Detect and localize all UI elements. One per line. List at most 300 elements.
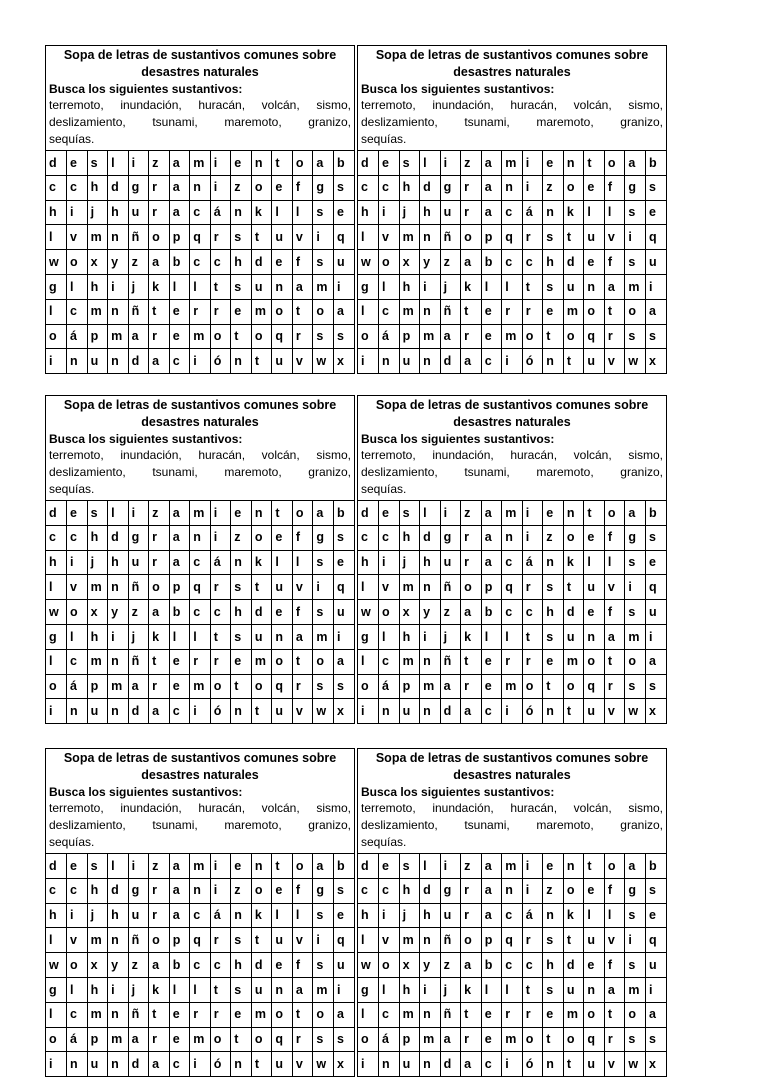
grid-cell: n bbox=[420, 699, 441, 723]
grid-cell: n bbox=[231, 550, 252, 575]
grid-cell: á bbox=[522, 550, 543, 575]
grid-cell: x bbox=[333, 699, 354, 723]
grid-cell: a bbox=[169, 525, 190, 550]
word-list-line-3: sequías. bbox=[361, 132, 407, 146]
grid-cell: l bbox=[604, 200, 625, 225]
grid-cell: x bbox=[399, 250, 420, 275]
title-line-1: Sopa de letras de sustantivos comunes sobre bbox=[63, 398, 337, 412]
grid-cell: b bbox=[333, 151, 354, 176]
grid-cell: e bbox=[543, 1002, 564, 1027]
grid-cell: r bbox=[190, 649, 211, 674]
grid-cell: s bbox=[313, 324, 334, 349]
word-list-line-2: deslizamiento, tsunami, maremoto, granizo, bbox=[361, 818, 663, 832]
grid-cell: v bbox=[67, 928, 88, 953]
grid-cell: u bbox=[333, 250, 354, 275]
instruction: Busca los siguientes sustantivos: bbox=[361, 432, 555, 446]
grid-cell: o bbox=[46, 324, 67, 349]
grid-cell: p bbox=[399, 324, 420, 349]
grid-cell: a bbox=[481, 525, 502, 550]
grid-row bbox=[358, 854, 666, 879]
grid-cell: e bbox=[379, 151, 400, 176]
grid-cell: g bbox=[46, 977, 67, 1002]
grid-cell: s bbox=[625, 953, 646, 978]
grid-cell: c bbox=[67, 649, 88, 674]
grid-cell: g bbox=[128, 878, 149, 903]
grid-cell: s bbox=[87, 501, 108, 526]
grid-row bbox=[46, 903, 354, 928]
grid-cell: d bbox=[420, 175, 441, 200]
grid-cell: f bbox=[292, 878, 313, 903]
grid-cell: e bbox=[272, 600, 293, 625]
grid-cell: e bbox=[584, 878, 605, 903]
grid-cell: a bbox=[128, 324, 149, 349]
title-line-1: Sopa de letras de sustantivos comunes sobre bbox=[63, 48, 337, 62]
grid-row bbox=[358, 525, 666, 550]
grid-cell: u bbox=[645, 250, 666, 275]
grid-cell: i bbox=[46, 349, 67, 373]
grid-cell: a bbox=[313, 854, 334, 879]
word-list bbox=[361, 800, 663, 851]
grid-cell: l bbox=[190, 977, 211, 1002]
grid-cell: s bbox=[313, 953, 334, 978]
grid-cell: u bbox=[128, 903, 149, 928]
grid-cell: l bbox=[584, 550, 605, 575]
grid-row bbox=[46, 324, 354, 349]
card-title bbox=[49, 750, 351, 784]
grid-cell: n bbox=[502, 878, 523, 903]
grid-cell: ñ bbox=[440, 928, 461, 953]
grid-row bbox=[358, 299, 666, 324]
grid-cell: t bbox=[543, 674, 564, 699]
grid-cell: a bbox=[292, 624, 313, 649]
grid-cell: r bbox=[210, 575, 231, 600]
grid-row bbox=[46, 1002, 354, 1027]
grid-cell: c bbox=[190, 953, 211, 978]
grid-cell: e bbox=[231, 1002, 252, 1027]
grid-cell: ñ bbox=[440, 225, 461, 250]
grid-cell: t bbox=[522, 977, 543, 1002]
grid-cell: m bbox=[399, 299, 420, 324]
grid-cell: n bbox=[420, 575, 441, 600]
grid-cell: m bbox=[420, 1027, 441, 1052]
grid-cell: n bbox=[251, 501, 272, 526]
grid-cell: j bbox=[87, 903, 108, 928]
grid-cell: v bbox=[604, 928, 625, 953]
grid-cell: t bbox=[543, 324, 564, 349]
grid-cell: o bbox=[584, 299, 605, 324]
grid-cell: e bbox=[481, 1002, 502, 1027]
grid-cell: ñ bbox=[440, 299, 461, 324]
grid-cell: t bbox=[251, 349, 272, 373]
grid-cell: y bbox=[420, 953, 441, 978]
grid-cell: u bbox=[440, 550, 461, 575]
grid-cell: t bbox=[461, 649, 482, 674]
grid-cell: v bbox=[67, 575, 88, 600]
grid-cell: f bbox=[292, 250, 313, 275]
grid-cell: n bbox=[108, 349, 129, 373]
grid-cell: t bbox=[461, 299, 482, 324]
grid-cell: c bbox=[210, 600, 231, 625]
grid-cell: n bbox=[272, 274, 293, 299]
grid-cell: m bbox=[313, 624, 334, 649]
grid-cell: n bbox=[543, 699, 564, 723]
grid-cell: e bbox=[481, 299, 502, 324]
grid-cell: s bbox=[333, 324, 354, 349]
grid-cell: á bbox=[67, 324, 88, 349]
grid-row bbox=[358, 600, 666, 625]
grid-cell: e bbox=[481, 674, 502, 699]
grid-cell: t bbox=[231, 674, 252, 699]
grid-cell: s bbox=[87, 854, 108, 879]
grid-cell: l bbox=[584, 200, 605, 225]
grid-cell: u bbox=[128, 200, 149, 225]
grid-cell: c bbox=[502, 250, 523, 275]
grid-cell: t bbox=[563, 225, 584, 250]
grid-cell: r bbox=[522, 649, 543, 674]
grid-cell: p bbox=[87, 674, 108, 699]
grid-cell: o bbox=[313, 299, 334, 324]
grid-row bbox=[358, 250, 666, 275]
grid-cell: t bbox=[210, 274, 231, 299]
grid-cell: t bbox=[563, 349, 584, 373]
title-line-1: Sopa de letras de sustantivos comunes sobre bbox=[375, 398, 649, 412]
grid-cell: s bbox=[625, 250, 646, 275]
instruction: Busca los siguientes sustantivos: bbox=[49, 785, 243, 799]
grid-cell: c bbox=[522, 953, 543, 978]
grid-row bbox=[358, 953, 666, 978]
grid-cell: a bbox=[645, 299, 666, 324]
instruction: Busca los siguientes sustantivos: bbox=[49, 82, 243, 96]
card-header bbox=[46, 749, 354, 853]
grid-cell: k bbox=[149, 977, 170, 1002]
grid-cell: l bbox=[358, 575, 379, 600]
grid-cell: u bbox=[645, 953, 666, 978]
grid-cell: i bbox=[522, 878, 543, 903]
grid-cell: t bbox=[251, 225, 272, 250]
grid-cell: n bbox=[231, 1052, 252, 1076]
word-list-line-1: terremoto, inundación, huracán, volcán, sismo, bbox=[361, 98, 663, 112]
grid-cell: a bbox=[461, 699, 482, 723]
grid-cell: h bbox=[87, 878, 108, 903]
grid-cell: h bbox=[87, 525, 108, 550]
grid-cell: d bbox=[128, 1052, 149, 1076]
grid-cell: j bbox=[440, 977, 461, 1002]
grid-cell: t bbox=[251, 575, 272, 600]
grid-cell: k bbox=[563, 550, 584, 575]
grid-cell: p bbox=[87, 324, 108, 349]
grid-cell: a bbox=[149, 953, 170, 978]
grid-cell: z bbox=[543, 175, 564, 200]
word-list-line-2: deslizamiento, tsunami, maremoto, granizo, bbox=[361, 465, 663, 479]
grid-cell: r bbox=[292, 674, 313, 699]
grid-cell: m bbox=[190, 501, 211, 526]
card-header bbox=[358, 749, 666, 853]
grid-cell: a bbox=[440, 324, 461, 349]
title-line-2: desastres naturales bbox=[141, 415, 259, 429]
grid-cell: l bbox=[292, 200, 313, 225]
grid-cell: g bbox=[46, 624, 67, 649]
grid-cell: á bbox=[379, 324, 400, 349]
grid-cell: i bbox=[420, 274, 441, 299]
grid-cell: h bbox=[231, 600, 252, 625]
grid-cell: e bbox=[169, 674, 190, 699]
grid-cell: t bbox=[522, 274, 543, 299]
grid-cell: n bbox=[379, 699, 400, 723]
grid-cell: s bbox=[313, 250, 334, 275]
grid-cell: o bbox=[272, 649, 293, 674]
grid-cell: r bbox=[149, 674, 170, 699]
grid-cell: t bbox=[272, 501, 293, 526]
title-line-1: Sopa de letras de sustantivos comunes sobre bbox=[63, 751, 337, 765]
grid-cell: n bbox=[502, 525, 523, 550]
grid-cell: i bbox=[46, 1052, 67, 1076]
grid-cell: c bbox=[169, 699, 190, 723]
grid-cell: e bbox=[231, 649, 252, 674]
grid-cell: v bbox=[604, 699, 625, 723]
grid-cell: n bbox=[190, 878, 211, 903]
grid-cell: o bbox=[522, 324, 543, 349]
grid-row bbox=[46, 854, 354, 879]
grid-cell: t bbox=[563, 928, 584, 953]
grid-cell: z bbox=[461, 854, 482, 879]
grid-cell: u bbox=[87, 1052, 108, 1076]
grid-row bbox=[358, 1002, 666, 1027]
grid-cell: n bbox=[108, 299, 129, 324]
grid-cell: d bbox=[108, 525, 129, 550]
grid-cell: i bbox=[128, 501, 149, 526]
grid-cell: o bbox=[625, 649, 646, 674]
grid-cell: d bbox=[251, 600, 272, 625]
grid-cell: x bbox=[333, 1052, 354, 1076]
grid-cell: v bbox=[379, 225, 400, 250]
grid-cell: d bbox=[563, 600, 584, 625]
grid-cell: o bbox=[522, 674, 543, 699]
grid-cell: c bbox=[502, 600, 523, 625]
grid-cell: t bbox=[604, 649, 625, 674]
grid-cell: n bbox=[502, 175, 523, 200]
grid-cell: q bbox=[190, 225, 211, 250]
grid-cell: l bbox=[46, 225, 67, 250]
grid-cell: b bbox=[645, 854, 666, 879]
grid-cell: z bbox=[128, 250, 149, 275]
grid-cell: i bbox=[420, 977, 441, 1002]
grid-cell: i bbox=[625, 575, 646, 600]
grid-cell: q bbox=[645, 225, 666, 250]
grid-row bbox=[358, 977, 666, 1002]
grid-cell: r bbox=[502, 649, 523, 674]
card-title bbox=[361, 397, 663, 431]
grid-cell: l bbox=[358, 225, 379, 250]
grid-cell: h bbox=[46, 903, 67, 928]
grid-cell: q bbox=[333, 225, 354, 250]
grid-cell: s bbox=[399, 501, 420, 526]
grid-cell: e bbox=[169, 649, 190, 674]
grid-cell: m bbox=[502, 501, 523, 526]
grid-cell: t bbox=[210, 977, 231, 1002]
grid-cell: e bbox=[67, 151, 88, 176]
grid-cell: n bbox=[563, 854, 584, 879]
grid-cell: e bbox=[333, 903, 354, 928]
grid-cell: k bbox=[563, 903, 584, 928]
grid-row bbox=[358, 878, 666, 903]
grid-cell: a bbox=[292, 977, 313, 1002]
grid-cell: q bbox=[272, 1027, 293, 1052]
grid-cell: i bbox=[108, 624, 129, 649]
grid-cell: i bbox=[67, 550, 88, 575]
grid-cell: b bbox=[333, 501, 354, 526]
grid-row bbox=[46, 151, 354, 176]
grid-cell: h bbox=[87, 624, 108, 649]
grid-cell: ó bbox=[210, 349, 231, 373]
grid-cell: g bbox=[625, 175, 646, 200]
card-title bbox=[49, 397, 351, 431]
grid-cell: c bbox=[46, 878, 67, 903]
grid-cell: a bbox=[481, 878, 502, 903]
grid-cell: c bbox=[502, 550, 523, 575]
grid-cell: r bbox=[522, 225, 543, 250]
grid-cell: r bbox=[149, 878, 170, 903]
grid-cell: o bbox=[46, 1027, 67, 1052]
card-header bbox=[46, 46, 354, 150]
grid-cell: t bbox=[251, 928, 272, 953]
grid-cell: p bbox=[399, 674, 420, 699]
grid-cell: h bbox=[87, 175, 108, 200]
grid-cell: n bbox=[67, 1052, 88, 1076]
grid-cell: o bbox=[67, 953, 88, 978]
grid-cell: m bbox=[399, 928, 420, 953]
grid-cell: n bbox=[108, 1002, 129, 1027]
grid-cell: i bbox=[108, 274, 129, 299]
grid-cell: h bbox=[46, 550, 67, 575]
grid-cell: m bbox=[502, 854, 523, 879]
grid-cell: i bbox=[46, 699, 67, 723]
grid-cell: a bbox=[169, 151, 190, 176]
grid-cell: s bbox=[645, 878, 666, 903]
grid-cell: l bbox=[502, 274, 523, 299]
word-list bbox=[49, 447, 351, 498]
grid-cell: n bbox=[563, 501, 584, 526]
grid-cell: l bbox=[358, 1002, 379, 1027]
grid-cell: l bbox=[502, 624, 523, 649]
grid-row bbox=[46, 501, 354, 526]
grid-cell: a bbox=[128, 674, 149, 699]
grid-cell: c bbox=[67, 175, 88, 200]
grid-cell: s bbox=[399, 854, 420, 879]
grid-cell: t bbox=[292, 1002, 313, 1027]
grid-cell: u bbox=[87, 349, 108, 373]
grid-cell: n bbox=[543, 903, 564, 928]
grid-cell: n bbox=[420, 349, 441, 373]
grid-cell: u bbox=[333, 600, 354, 625]
grid-cell: n bbox=[543, 349, 564, 373]
grid-cell: l bbox=[379, 977, 400, 1002]
grid-cell: o bbox=[46, 674, 67, 699]
word-search-card-6 bbox=[357, 748, 667, 1077]
grid-cell: s bbox=[543, 575, 564, 600]
grid-cell: h bbox=[358, 903, 379, 928]
grid-row bbox=[358, 324, 666, 349]
grid-cell: m bbox=[502, 674, 523, 699]
word-list-line-2: deslizamiento, tsunami, maremoto, granizo, bbox=[361, 115, 663, 129]
grid-row bbox=[358, 175, 666, 200]
grid-cell: l bbox=[272, 200, 293, 225]
grid-cell: c bbox=[379, 525, 400, 550]
grid-cell: d bbox=[251, 250, 272, 275]
grid-cell: h bbox=[420, 200, 441, 225]
grid-cell: r bbox=[210, 299, 231, 324]
grid-cell: v bbox=[292, 1052, 313, 1076]
grid-row bbox=[46, 1027, 354, 1052]
grid-cell: c bbox=[379, 175, 400, 200]
grid-cell: r bbox=[461, 903, 482, 928]
grid-cell: q bbox=[272, 674, 293, 699]
grid-cell: h bbox=[358, 550, 379, 575]
grid-cell: e bbox=[543, 151, 564, 176]
grid-cell: o bbox=[358, 324, 379, 349]
grid-cell: l bbox=[481, 274, 502, 299]
grid-cell: u bbox=[584, 225, 605, 250]
grid-cell: l bbox=[272, 550, 293, 575]
grid-cell: h bbox=[108, 903, 129, 928]
grid-cell: d bbox=[358, 151, 379, 176]
grid-cell: m bbox=[313, 977, 334, 1002]
grid-cell: z bbox=[461, 151, 482, 176]
grid-row bbox=[46, 649, 354, 674]
grid-cell: f bbox=[292, 525, 313, 550]
grid-cell: f bbox=[604, 878, 625, 903]
grid-cell: m bbox=[502, 1027, 523, 1052]
grid-cell: e bbox=[231, 501, 252, 526]
grid-cell: i bbox=[645, 274, 666, 299]
grid-cell: c bbox=[379, 1002, 400, 1027]
grid-cell: k bbox=[251, 903, 272, 928]
grid-cell: d bbox=[251, 953, 272, 978]
grid-cell: p bbox=[481, 575, 502, 600]
grid-cell: z bbox=[128, 953, 149, 978]
grid-cell: i bbox=[379, 903, 400, 928]
word-list-line-3: sequías. bbox=[49, 835, 95, 849]
grid-cell: z bbox=[231, 175, 252, 200]
grid-cell: m bbox=[502, 151, 523, 176]
grid-row bbox=[46, 600, 354, 625]
grid-cell: f bbox=[604, 250, 625, 275]
grid-cell: a bbox=[169, 550, 190, 575]
grid-cell: n bbox=[108, 699, 129, 723]
grid-cell: b bbox=[169, 953, 190, 978]
grid-cell: i bbox=[522, 151, 543, 176]
letter-grid bbox=[358, 853, 666, 1076]
grid-cell: x bbox=[645, 699, 666, 723]
grid-cell: h bbox=[108, 550, 129, 575]
grid-cell: s bbox=[625, 324, 646, 349]
grid-cell: m bbox=[399, 649, 420, 674]
grid-cell: g bbox=[128, 175, 149, 200]
grid-cell: a bbox=[461, 953, 482, 978]
grid-cell: l bbox=[420, 854, 441, 879]
grid-cell: e bbox=[543, 854, 564, 879]
grid-cell: r bbox=[604, 1027, 625, 1052]
grid-cell: u bbox=[399, 1052, 420, 1076]
instruction: Busca los siguientes sustantivos: bbox=[361, 785, 555, 799]
grid-cell: o bbox=[625, 299, 646, 324]
grid-cell: h bbox=[399, 624, 420, 649]
grid-cell: o bbox=[604, 501, 625, 526]
grid-cell: e bbox=[379, 501, 400, 526]
grid-cell: w bbox=[313, 349, 334, 373]
grid-cell: s bbox=[313, 600, 334, 625]
grid-cell: n bbox=[543, 200, 564, 225]
grid-cell: m bbox=[625, 624, 646, 649]
